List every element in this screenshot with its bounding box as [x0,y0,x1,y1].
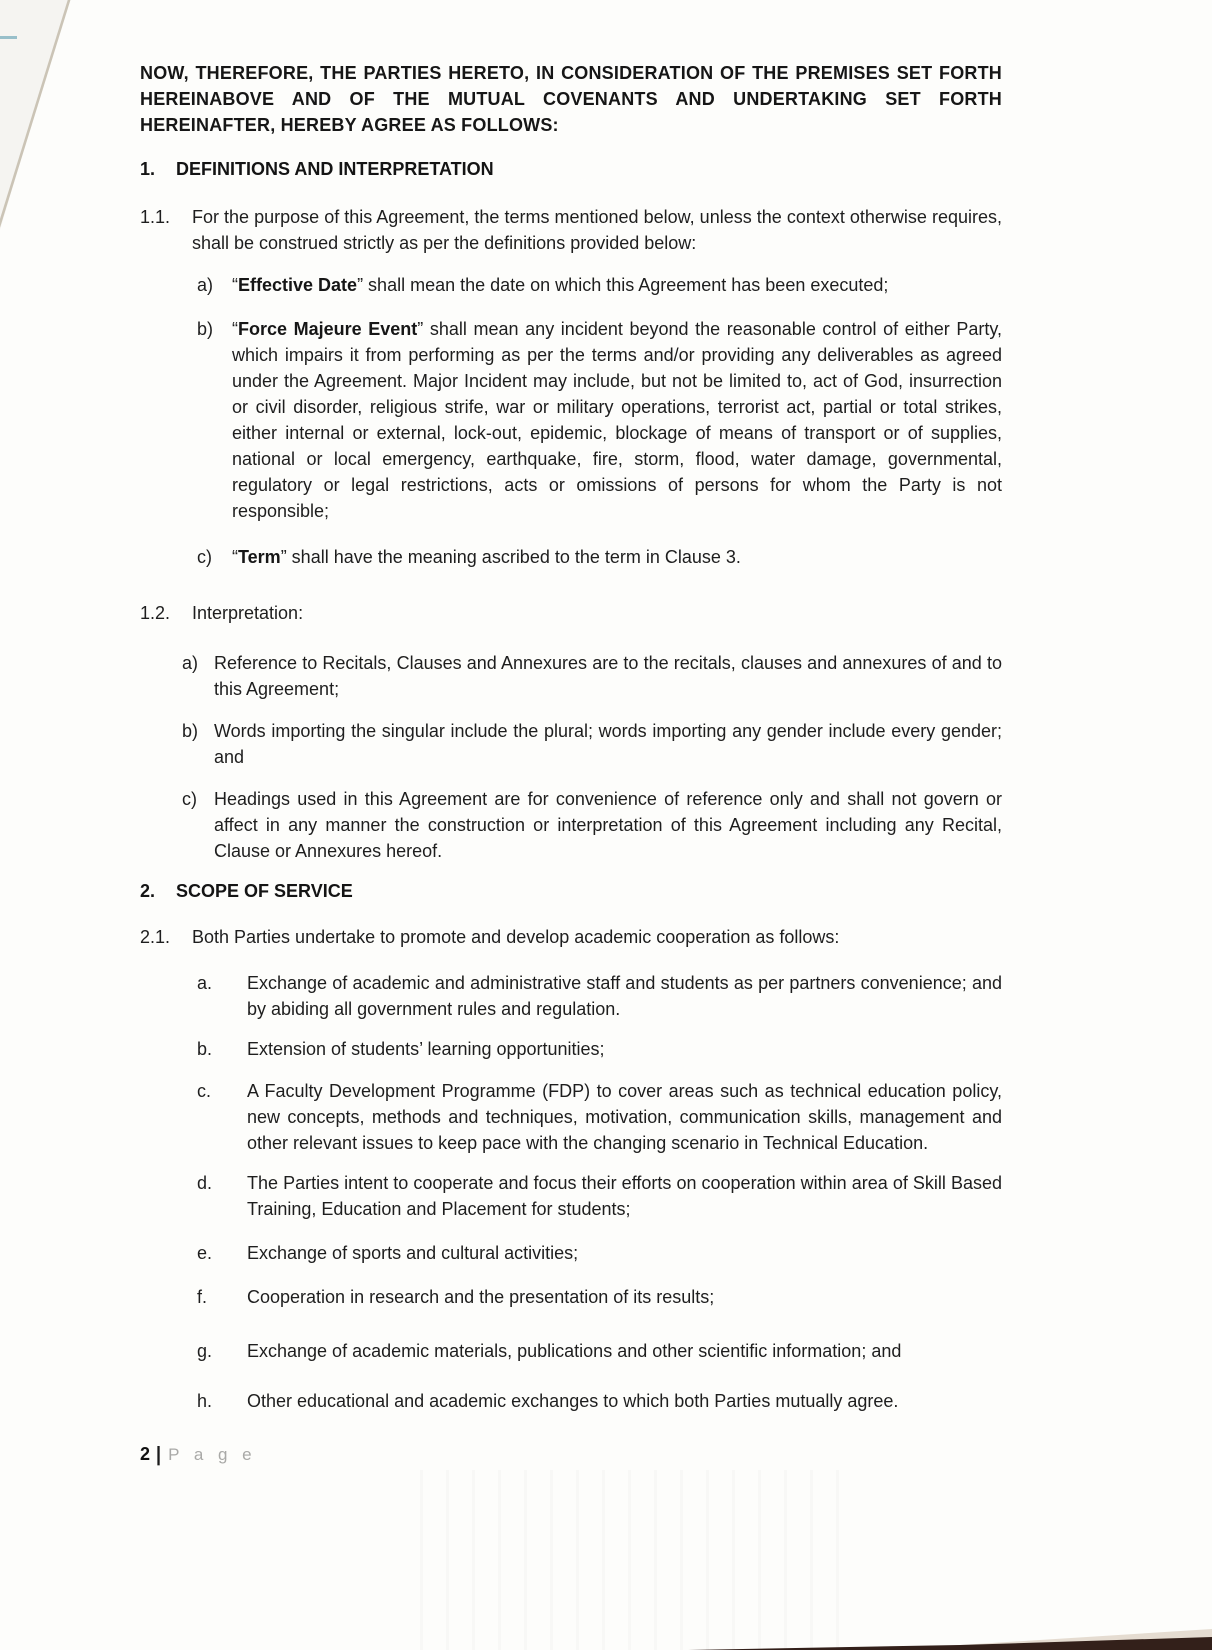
section-1-number: 1. [140,159,156,179]
footer-page-label: P a g e [168,1445,257,1464]
section-2-number: 2. [140,881,156,901]
defined-term: Effective Date [238,275,358,295]
scope-item-b [197,1036,1002,1062]
clause-1-2-title: Interpretation: [192,603,304,623]
definition-item-c [197,544,1002,570]
clause-2-1-number: 2.1. [140,927,171,947]
definition-a-letter: a) [197,275,214,295]
scope-a-letter: a. [197,973,213,993]
scope-item-c [197,1078,1002,1156]
section-2-title: SCOPE OF SERVICE [176,881,353,901]
definition-item-b [197,316,1002,524]
scope-f-letter: f. [197,1287,208,1307]
defined-term: Term [238,547,281,567]
clause-1-1-number: 1.1. [140,207,171,227]
interpretation-a-letter: a) [182,653,199,673]
clause-1-1-text: For the purpose of this Agreement, the terms mentioned below, unless the context otherwise requires, shall be construed strictly as per the definitions provided below: [192,207,1002,253]
bottom-edge-highlight [945,1629,1212,1649]
section-1-title: DEFINITIONS AND INTERPRETATION [176,159,494,179]
quote-open: “ [232,547,238,567]
interpretation-a-text: Reference to Recitals, Clauses and Annexures are to the recitals, clauses and annexures of and to this Agreement; [214,653,1002,699]
scope-d-text: The Parties intent to cooperate and focus their efforts on cooperation within area of Skill Based Training, Education and Placement for students; [247,1173,1002,1219]
interpretation-item-a [182,650,1002,702]
scope-g-letter: g. [197,1341,213,1361]
scope-item-a [197,970,1002,1022]
page-edge-line [0,0,70,233]
section-2-heading [140,878,1002,904]
definition-b-text [232,316,1002,524]
scope-item-g [197,1338,1002,1364]
quote-open: “ [232,275,238,295]
scope-b-letter: b. [197,1039,213,1059]
teal-mark-artifact [0,36,17,39]
scope-f-text: Cooperation in research and the presentation of its results; [247,1287,715,1307]
clause-2-1-text: Both Parties undertake to promote and develop academic cooperation as follows: [192,927,840,947]
scope-item-h [197,1388,1002,1414]
interpretation-item-b [182,718,1002,770]
section-1-heading [140,156,1002,182]
definition-item-a [197,272,1002,298]
defined-term: Force Majeure Event [238,319,418,339]
scan-streaks-artifact [420,1470,840,1650]
interpretation-b-text: Words importing the singular include the plural; words importing any gender include every gender; and [214,721,1002,767]
definition-body: ” shall mean the date on which this Agreement has been executed; [357,275,889,295]
interpretation-item-c [182,786,1002,864]
footer-separator: | [156,1442,162,1466]
scan-corner-artifact [0,0,160,260]
scope-c-letter: c. [197,1081,212,1101]
definition-c-letter: c) [197,547,212,567]
scope-g-text: Exchange of academic materials, publications and other scientific information; and [247,1341,902,1361]
page-number: 2 [140,1444,151,1464]
definition-a-text [232,272,1002,298]
scope-c-text: A Faculty Development Programme (FDP) to cover areas such as technical education policy, new concepts, methods and techniques, motivation, communication skills, management and other relevant issues to keep pace with the changing scenario in Technical Education. [247,1081,1002,1153]
clause-2-1 [140,924,1002,950]
scope-item-e [197,1240,1002,1266]
definition-body: ” shall mean any incident beyond the reasonable control of either Party, which impairs it from performing as per the terms and/or providing any deliverables as agreed under the Agreement. Major Incident may include, but not be limited to, act of God, insurrection or civil disorder, religious strife, war or military operations, terrorist act, partial or total strikes, either internal or external, lock-out, epidemic, blockage of means of transport or of supplies, national or local emergency, earthquake, fire, storm, flood, water damage, governmental, regulatory or legal restrictions, acts or omissions of persons for whom the Party is not responsible; [232,319,1003,521]
quote-open: “ [232,319,238,339]
opening-paragraph: NOW, THEREFORE, THE PARTIES HERETO, IN CONSIDERATION OF THE PREMISES SET FORTH HEREINABOVE AND OF THE MUTUAL COVENANTS AND UNDERTAKING SET FORTH HEREINAFTER, HEREBY AGREE AS FOLLOWS: [140,63,1002,135]
definition-b-letter: b) [197,319,214,339]
clause-1-2 [140,600,1002,626]
scope-h-letter: h. [197,1391,213,1411]
scan-corner-background [0,0,68,230]
interpretation-c-text: Headings used in this Agreement are for convenience of reference only and shall not govern or affect in any manner the construction or interpretation of this Agreement including any Recital, Clause or Annexures hereof. [214,789,1002,861]
interpretation-c-letter: c) [182,789,197,809]
page-footer [140,1444,257,1465]
interpretation-b-letter: b) [182,721,199,741]
scope-h-text: Other educational and academic exchanges to which both Parties mutually agree. [247,1391,899,1411]
scope-item-d [197,1170,1002,1222]
clause-1-2-number: 1.2. [140,603,171,623]
clause-1-1 [140,204,1002,256]
definition-c-text [232,544,1002,570]
page-content [140,60,1002,1414]
scope-b-text: Extension of students’ learning opportunities; [247,1039,605,1059]
scope-e-text: Exchange of sports and cultural activities; [247,1243,579,1263]
bottom-edge-shadow [688,1637,1212,1650]
scope-d-letter: d. [197,1173,213,1193]
scope-a-text: Exchange of academic and administrative staff and students as per partners convenience; and by abiding all government rules and regulation. [247,973,1002,1019]
scan-bottom-edge-artifact [0,1620,1212,1650]
definition-body: ” shall have the meaning ascribed to the term in Clause 3. [280,547,741,567]
scope-item-f [197,1284,1002,1310]
scope-e-letter: e. [197,1243,213,1263]
